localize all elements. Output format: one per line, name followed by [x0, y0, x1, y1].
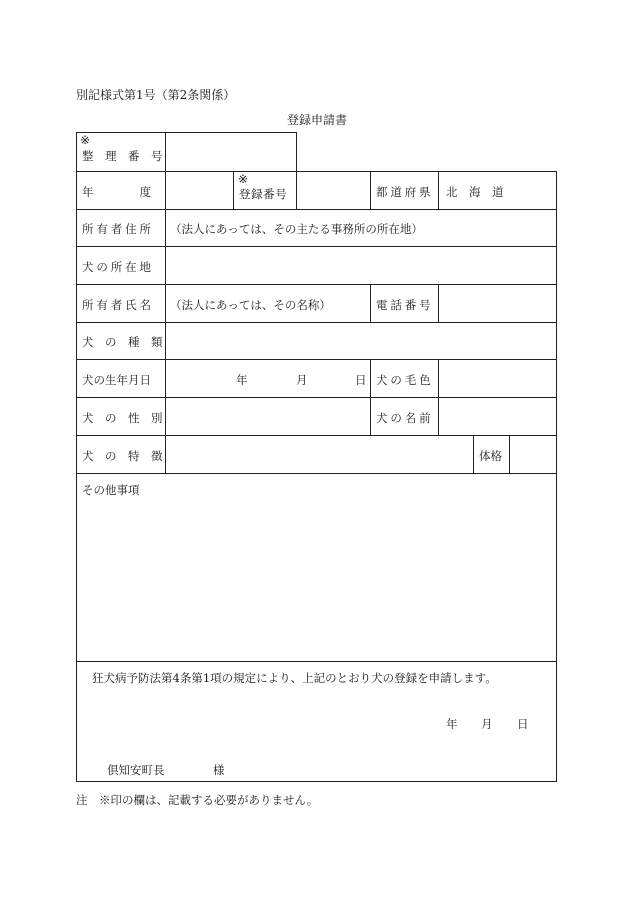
field-phone-number[interactable]: [440, 286, 554, 320]
declaration-text: 狂犬病予防法第4条第1項の規定により、上記のとおり犬の登録を申請します。: [92, 671, 497, 685]
label-dog-location: 犬の所在地: [82, 260, 154, 274]
label-owner-address: 所有者住所: [82, 222, 154, 236]
field-seiri-number[interactable]: [167, 134, 294, 169]
addressee-honorific: 様: [213, 763, 225, 777]
page-title: 登録申請書: [287, 113, 348, 127]
field-fiscal-year[interactable]: [167, 173, 231, 207]
label-registration-number: 登録番号: [239, 187, 288, 201]
field-dog-sex[interactable]: [167, 399, 368, 433]
label-dog-breed: 犬 の 種 類: [82, 335, 163, 349]
form-reference: 別記様式第1号（第2条関係）: [76, 88, 236, 102]
addressee: 倶知安町長: [107, 763, 165, 777]
field-dog-name[interactable]: [440, 399, 554, 433]
field-other-matters[interactable]: [80, 500, 554, 658]
field-dog-location[interactable]: [167, 248, 554, 282]
label-dog-sex: 犬 の 性 別: [82, 411, 163, 425]
declaration-date-year: 年: [446, 717, 458, 731]
asterisk-mark: ※: [80, 133, 91, 147]
birth-year-unit: 年: [236, 373, 248, 387]
label-phone-number: 電話番号: [376, 298, 434, 312]
field-registration-number[interactable]: [298, 173, 368, 207]
label-seiri-number: 整 理 番 号: [82, 149, 163, 163]
field-dog-breed[interactable]: [167, 324, 554, 357]
label-dog-color: 犬の毛色: [376, 373, 434, 387]
label-dog-features: 犬 の 特 徴: [82, 449, 163, 463]
label-dog-birthdate: 犬の生年月日: [82, 373, 151, 387]
label-owner-name: 所有者氏名: [82, 298, 154, 312]
declaration-date-day: 日: [517, 717, 529, 731]
note-owner-address: （法人にあっては、その主たる事務所の所在地）: [170, 222, 423, 236]
birth-day-unit: 日: [355, 373, 367, 387]
value-prefecture: 北 海 道: [446, 185, 504, 199]
declaration-date-month: 月: [481, 717, 493, 731]
label-dog-size: 体格: [479, 449, 502, 463]
field-dog-size[interactable]: [511, 437, 554, 471]
field-dog-features[interactable]: [167, 437, 471, 471]
birth-month-unit: 月: [296, 373, 308, 387]
field-dog-color[interactable]: [440, 361, 554, 395]
asterisk-mark: ※: [238, 172, 249, 186]
label-dog-name: 犬の名前: [376, 411, 434, 425]
label-other-matters: その他事項: [82, 483, 140, 497]
footnote: 注 ※印の欄は、記載する必要がありません。: [76, 793, 319, 807]
label-prefecture: 都道府県: [376, 185, 434, 199]
note-owner-name: （法人にあっては、その名称）: [170, 298, 331, 312]
label-fiscal-year: 年 度: [82, 185, 151, 199]
